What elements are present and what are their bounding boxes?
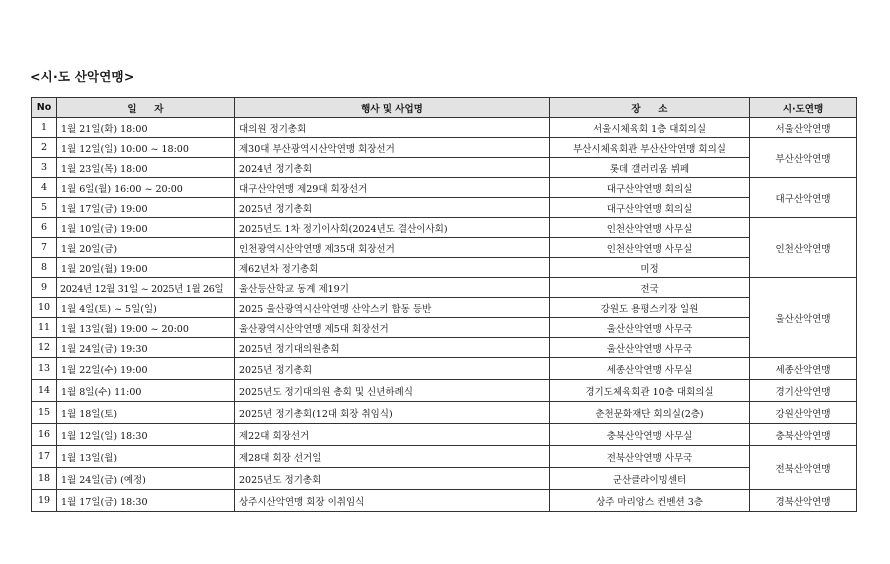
row-no: 17	[32, 446, 57, 468]
row-no: 13	[32, 358, 57, 380]
row-no: 2	[32, 138, 57, 158]
row-place: 울산산악연맹 사무국	[550, 318, 750, 338]
row-place: 충북산악연맹 사무실	[550, 424, 750, 446]
row-federation: 전북산악연맹	[750, 446, 857, 490]
row-date: 1월 6일(월) 16:00 ~ 20:00	[57, 178, 235, 198]
row-date: 1월 12일(일) 18:30	[57, 424, 235, 446]
table-row	[32, 424, 857, 446]
row-event: 2025년 정기총회	[235, 358, 550, 380]
row-date: 1월 23일(목) 18:00	[57, 158, 235, 178]
row-date: 1월 4일(토) ~ 5일(일)	[57, 298, 235, 318]
row-event: 상주시산악연맹 회장 이취임식	[235, 490, 550, 512]
table-row	[32, 468, 857, 490]
row-place: 상주 마리앙스 컨벤션 3층	[550, 490, 750, 512]
row-place: 울산산악연맹 사무국	[550, 338, 750, 358]
table-row	[32, 318, 857, 338]
row-event: 2025 울산광역시산악연맹 산악스키 합동 등반	[235, 298, 550, 318]
row-no: 9	[32, 278, 57, 298]
row-date: 1월 10일(금) 19:00	[57, 218, 235, 238]
table-row	[32, 380, 857, 402]
row-event: 대의원 정기총회	[235, 118, 550, 138]
row-federation: 충북산악연맹	[750, 424, 857, 446]
table-row	[32, 358, 857, 380]
table-row	[32, 138, 857, 158]
row-event: 제22대 회장선거	[235, 424, 550, 446]
row-place: 인천산악연맹 사무실	[550, 218, 750, 238]
row-date: 2024년 12월 31일 ~ 2025년 1월 26일	[57, 278, 235, 298]
row-no: 11	[32, 318, 57, 338]
table-row	[32, 178, 857, 198]
row-event: 인천광역시산악연맹 제35대 회장선거	[235, 238, 550, 258]
row-federation: 울산산악연맹	[750, 278, 857, 358]
row-place: 미정	[550, 258, 750, 278]
header-place: 장 소	[550, 98, 750, 118]
row-place: 대구산악연맹 회의실	[550, 178, 750, 198]
row-event: 제62년차 정기총회	[235, 258, 550, 278]
row-event: 제28대 회장 선거일	[235, 446, 550, 468]
row-place: 경기도체육회관 10층 대회의실	[550, 380, 750, 402]
table-row	[32, 118, 857, 138]
row-event: 울산광역시산악연맹 제5대 회장선거	[235, 318, 550, 338]
row-no: 6	[32, 218, 57, 238]
row-date: 1월 17일(금) 19:00	[57, 198, 235, 218]
row-event: 2025년 정기대의원총회	[235, 338, 550, 358]
table-row	[32, 258, 857, 278]
schedule-table	[31, 97, 857, 512]
row-no: 8	[32, 258, 57, 278]
row-event: 2025년 정기총회	[235, 198, 550, 218]
row-no: 5	[32, 198, 57, 218]
row-place: 인천산악연맹 사무실	[550, 238, 750, 258]
row-no: 3	[32, 158, 57, 178]
row-event: 2025년도 정기대의원 총회 및 신년하례식	[235, 380, 550, 402]
row-no: 10	[32, 298, 57, 318]
row-no: 12	[32, 338, 57, 358]
row-place: 춘천문화재단 회의실(2층)	[550, 402, 750, 424]
row-event: 2025년도 1차 정기이사회(2024년도 결산이사회)	[235, 218, 550, 238]
row-place: 전국	[550, 278, 750, 298]
row-place: 대구산악연맹 회의실	[550, 198, 750, 218]
section-heading: <시·도 산악연맹>	[30, 69, 135, 84]
table-row	[32, 490, 857, 512]
row-federation: 인천산악연맹	[750, 218, 857, 278]
table-row	[32, 446, 857, 468]
row-date: 1월 24일(금) 19:30	[57, 338, 235, 358]
row-federation: 대구산악연맹	[750, 178, 857, 218]
row-no: 15	[32, 402, 57, 424]
row-no: 4	[32, 178, 57, 198]
row-date: 1월 20일(금)	[57, 238, 235, 258]
row-date: 1월 12일(일) 10:00 ~ 18:00	[57, 138, 235, 158]
row-place: 강원도 용평스키장 일원	[550, 298, 750, 318]
row-date: 1월 21일(화) 18:00	[57, 118, 235, 138]
header-event: 행사 및 사업명	[235, 98, 550, 118]
table-row	[32, 298, 857, 318]
row-federation: 강원산악연맹	[750, 402, 857, 424]
row-date: 1월 24일(금) (예정)	[57, 468, 235, 490]
row-place: 세종산악연맹 사무실	[550, 358, 750, 380]
row-place: 롯데 갤러리움 뷔페	[550, 158, 750, 178]
row-date: 1월 13일(월)	[57, 446, 235, 468]
row-event: 2025년도 정기총회	[235, 468, 550, 490]
row-event: 2025년 정기총회(12대 회장 취임식)	[235, 402, 550, 424]
row-event: 울산등산학교 동계 제19기	[235, 278, 550, 298]
row-no: 14	[32, 380, 57, 402]
table-header-row	[32, 98, 857, 118]
row-place: 서울시체육회 1층 대회의실	[550, 118, 750, 138]
row-date: 1월 22일(수) 19:00	[57, 358, 235, 380]
table-row	[32, 338, 857, 358]
row-place: 군산클라이밍센터	[550, 468, 750, 490]
table-row	[32, 278, 857, 298]
header-federation: 시·도연맹	[750, 98, 857, 118]
row-no: 16	[32, 424, 57, 446]
row-no: 1	[32, 118, 57, 138]
row-federation: 경북산악연맹	[750, 490, 857, 512]
row-federation: 경기산악연맹	[750, 380, 857, 402]
table-row	[32, 218, 857, 238]
row-federation: 서울산악연맹	[750, 118, 857, 138]
row-no: 18	[32, 468, 57, 490]
row-no: 19	[32, 490, 57, 512]
row-event: 제30대 부산광역시산악연맹 회장선거	[235, 138, 550, 158]
row-date: 1월 13일(월) 19:00 ~ 20:00	[57, 318, 235, 338]
row-federation: 세종산악연맹	[750, 358, 857, 380]
header-date: 일 자	[57, 98, 235, 118]
row-place: 전북산악연맹 사무국	[550, 446, 750, 468]
row-date: 1월 18일(토)	[57, 402, 235, 424]
table-row	[32, 402, 857, 424]
table-row	[32, 238, 857, 258]
row-no: 7	[32, 238, 57, 258]
row-date: 1월 20일(월) 19:00	[57, 258, 235, 278]
row-date: 1월 17일(금) 18:30	[57, 490, 235, 512]
row-event: 대구산악연맹 제29대 회장선거	[235, 178, 550, 198]
row-place: 부산시체육회관 부산산악연맹 회의실	[550, 138, 750, 158]
table-row	[32, 198, 857, 218]
table-row	[32, 158, 857, 178]
header-no: No	[32, 98, 57, 118]
row-event: 2024년 정기총회	[235, 158, 550, 178]
row-federation: 부산산악연맹	[750, 138, 857, 178]
row-date: 1월 8일(수) 11:00	[57, 380, 235, 402]
